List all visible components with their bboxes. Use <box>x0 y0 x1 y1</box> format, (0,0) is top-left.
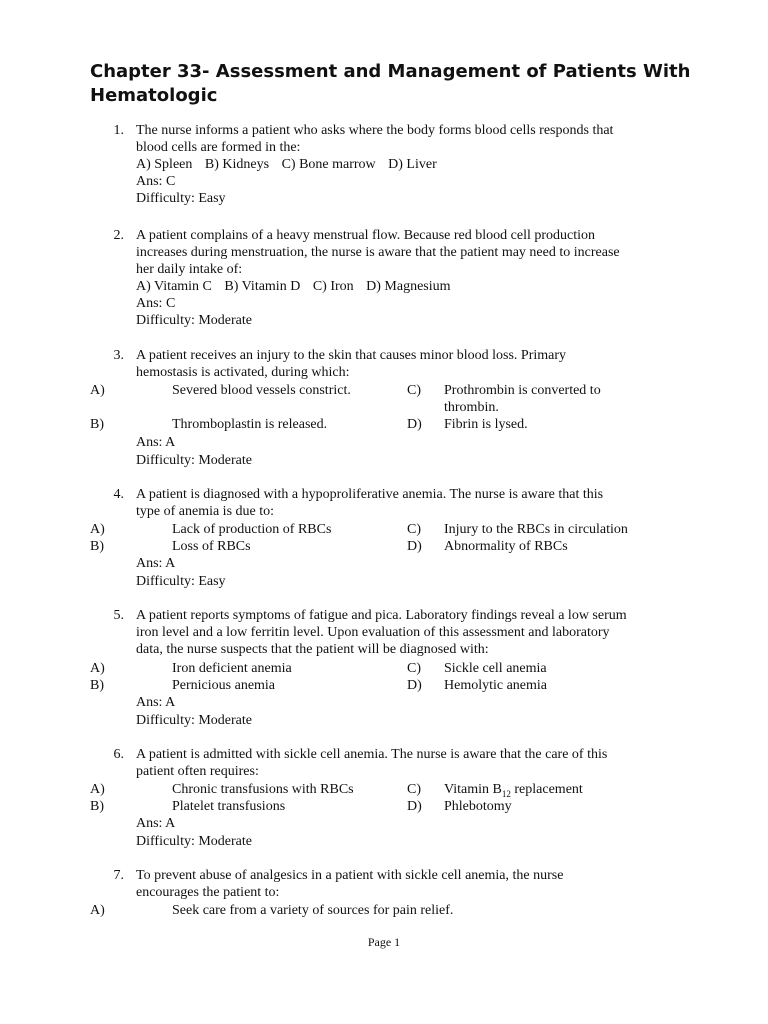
choice-d-text: Phlebotomy <box>444 799 512 814</box>
question-number: 5. <box>113 608 124 623</box>
choice-b: B) Vitamin D <box>224 279 301 294</box>
choice-b-label: B) <box>90 799 104 814</box>
question-stem: A patient is diagnosed with a hypoproliferative anemia. The nurse is aware that this <box>136 487 604 502</box>
choice-d: D) Magnesium <box>366 279 451 294</box>
answer-key: Ans: C <box>136 296 176 311</box>
choice-a: A) Vitamin C <box>136 279 212 294</box>
difficulty: Difficulty: Moderate <box>136 313 252 328</box>
answer-key: Ans: A <box>136 435 176 450</box>
question-stem: hemostasis is activated, during which: <box>136 365 350 380</box>
choice-a-label: A) <box>90 782 105 797</box>
choice-d-text: Hemolytic anemia <box>444 678 548 693</box>
choice-c-text <box>444 382 659 416</box>
choice-c-line: Prothrombin is converted to <box>444 383 601 398</box>
choice-c-label: C) <box>407 782 421 797</box>
choice-b-text: Thromboplastin is released. <box>172 417 328 432</box>
chapter-title: Chapter 33- Assessment and Management of Patients With Hematologic <box>90 61 691 106</box>
difficulty: Difficulty: Moderate <box>136 834 252 849</box>
question-stem: her daily intake of: <box>136 262 243 277</box>
choice-c-label: C) <box>407 383 421 398</box>
choice-a-label: A) <box>90 661 105 676</box>
choice-d-text: Fibrin is lysed. <box>444 417 528 432</box>
choice-d-label: D) <box>407 417 422 432</box>
answer-key: Ans: A <box>136 695 176 710</box>
choice-a-label: A) <box>90 522 105 537</box>
difficulty: Difficulty: Easy <box>136 574 226 589</box>
choice-b-text: Pernicious anemia <box>172 678 276 693</box>
choice-a: A) Spleen <box>136 157 193 172</box>
answer-key: Ans: A <box>136 816 176 831</box>
choice-b-label: B) <box>90 539 104 554</box>
question-number: 3. <box>113 348 124 363</box>
question-stem: data, the nurse suspects that the patient will be diagnosed with: <box>136 642 489 657</box>
choice-c: C) Bone marrow <box>281 157 376 172</box>
question-stem: A patient reports symptoms of fatigue and pica. Laboratory findings reveal a low serum <box>136 608 627 623</box>
choice-c-line: thrombin. <box>444 400 499 415</box>
choice-c-text: Sickle cell anemia <box>444 661 547 676</box>
difficulty: Difficulty: Easy <box>136 191 226 206</box>
choice-a-label: A) <box>90 383 105 398</box>
choice-c: C) Iron <box>312 279 354 294</box>
question-stem: To prevent abuse of analgesics in a patient with sickle cell anemia, the nurse <box>136 868 564 883</box>
question-stem: encourages the patient to: <box>136 885 280 900</box>
choice-c-text <box>444 781 659 798</box>
choice-d-text: Abnormality of RBCs <box>444 539 568 554</box>
choice-c-text-rest: replacement <box>510 782 583 797</box>
question-number: 7. <box>113 868 124 883</box>
answer-choices <box>136 278 666 295</box>
choice-a-text: Severed blood vessels constrict. <box>172 383 351 398</box>
choice-d: D) Liver <box>388 157 437 172</box>
difficulty: Difficulty: Moderate <box>136 713 252 728</box>
choice-a-text: Lack of production of RBCs <box>172 522 332 537</box>
question-stem: patient often requires: <box>136 764 259 779</box>
choice-a-text: Iron deficient anemia <box>172 661 292 676</box>
question-stem: increases during menstruation, the nurse is aware that the patient may need to increase <box>136 245 620 260</box>
choice-d-label: D) <box>407 799 422 814</box>
choice-a-text: Seek care from a variety of sources for pain relief. <box>172 903 454 918</box>
question-number: 2. <box>113 228 124 243</box>
choice-c-label: C) <box>407 661 421 676</box>
question-stem: A patient complains of a heavy menstrual flow. Because red blood cell production <box>136 228 596 243</box>
question-stem: type of anemia is due to: <box>136 504 275 519</box>
choice-b-text: Loss of RBCs <box>172 539 251 554</box>
question-stem: A patient receives an injury to the skin that causes minor blood loss. Primary <box>136 348 567 363</box>
choice-c-text-main: Vitamin B <box>444 782 502 797</box>
question-stem: The nurse informs a patient who asks where the body forms blood cells responds that <box>136 123 614 138</box>
question-stem: blood cells are formed in the: <box>136 140 301 155</box>
question-stem: A patient is admitted with sickle cell anemia. The nurse is aware that the care of this <box>136 747 608 762</box>
choice-a-label: A) <box>90 903 105 918</box>
choice-d-label: D) <box>407 678 422 693</box>
choice-b-label: B) <box>90 417 104 432</box>
page-number: Page 1 <box>367 935 401 949</box>
choice-c-subscript: 12 <box>501 788 511 799</box>
choice-a-text: Chronic transfusions with RBCs <box>172 782 354 797</box>
choice-d-label: D) <box>407 539 422 554</box>
answer-choices <box>136 156 666 173</box>
choice-c-text: Injury to the RBCs in circulation <box>444 522 628 537</box>
answer-key: Ans: A <box>136 556 176 571</box>
question-number: 6. <box>113 747 124 762</box>
choice-b-label: B) <box>90 678 104 693</box>
choice-b-text: Platelet transfusions <box>172 799 286 814</box>
question-number: 1. <box>113 123 124 138</box>
difficulty: Difficulty: Moderate <box>136 453 252 468</box>
answer-key: Ans: C <box>136 174 176 189</box>
choice-b: B) Kidneys <box>204 157 270 172</box>
question-stem: iron level and a low ferritin level. Upon evaluation of this assessment and laboratory <box>136 625 610 640</box>
question-number: 4. <box>113 487 124 502</box>
choice-c-label: C) <box>407 522 421 537</box>
